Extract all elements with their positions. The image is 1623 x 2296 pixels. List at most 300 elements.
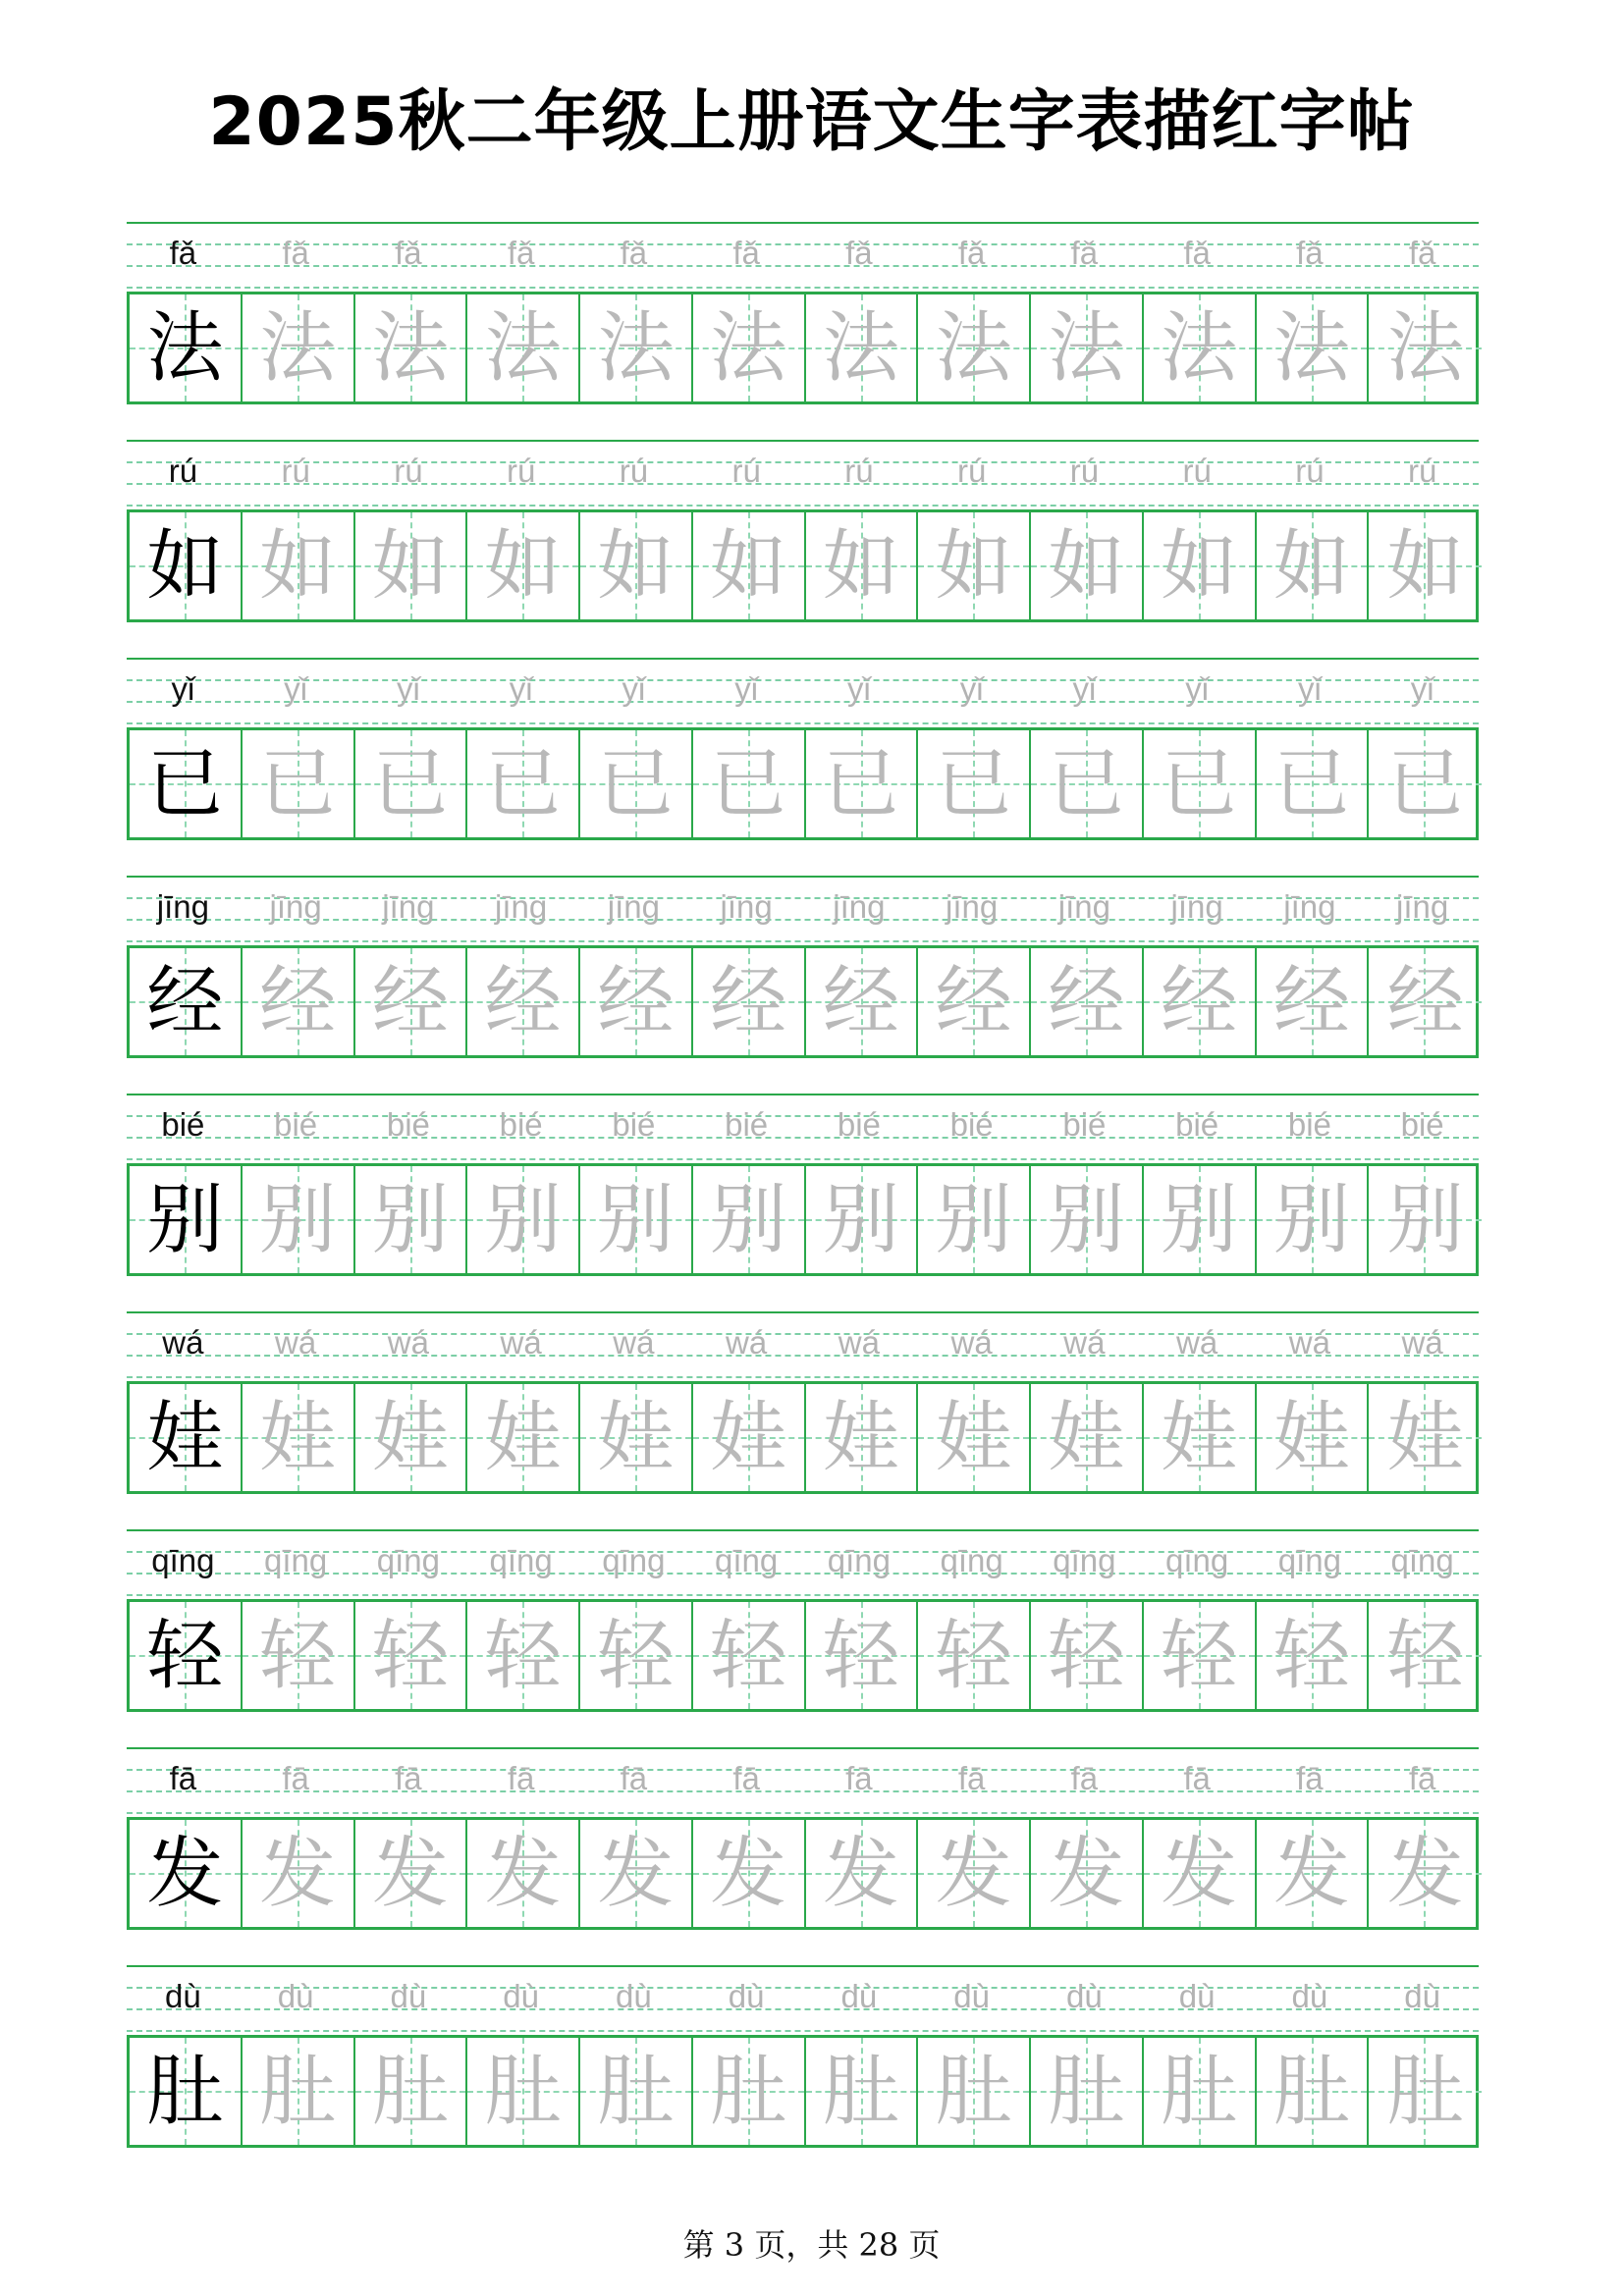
trace-cell[interactable] [355,1384,468,1491]
trace-cell[interactable] [243,730,355,837]
trace-character: 如 [484,521,562,611]
pinyin-trace: dù [1404,1978,1440,2014]
trace-cell[interactable] [467,730,580,837]
pinyin-trace: rú [281,453,310,489]
trace-cell[interactable] [467,1384,580,1491]
pinyin-trace: fǎ [395,235,422,271]
trace-character: 法 [822,303,899,393]
trace-cell[interactable] [1144,730,1257,837]
trace-cell[interactable] [918,294,1031,401]
trace-character: 经 [371,957,449,1046]
trace-character: 娃 [597,1393,675,1482]
trace-character: 别 [1161,1175,1238,1264]
trace-character: 法 [259,303,337,393]
trace-character: 肚 [935,2047,1012,2136]
trace-character: 别 [259,1175,337,1264]
trace-character: 如 [822,521,899,611]
trace-cell[interactable] [1257,2038,1370,2145]
pinyin-trace: jīng [382,888,435,925]
trace-cell[interactable] [1369,1820,1482,1927]
trace-character: 轻 [371,1611,449,1700]
trace-cell[interactable] [355,948,468,1055]
pinyin-trace: rú [1069,453,1100,489]
trace-cell[interactable] [355,730,468,837]
pinyin-band [127,876,1479,949]
tian-grid [127,1817,1479,1930]
pinyin-trace: fǎ [845,235,873,271]
pinyin-trace: rú [731,453,761,489]
trace-character: 轻 [710,1611,787,1700]
trace-character: 娃 [1272,1393,1350,1482]
model-character: 如 [146,521,224,611]
pinyin-trace: fǎ [1183,235,1211,271]
model-character: 娃 [146,1393,224,1482]
trace-cell[interactable] [806,730,919,837]
trace-cell[interactable] [1369,948,1482,1055]
pinyin-trace: bié [499,1106,543,1143]
trace-cell[interactable] [1257,294,1370,401]
trace-cell[interactable] [1369,512,1482,619]
pinyin-guide-line [127,287,1479,289]
practice-rows [127,222,1479,2183]
trace-cell[interactable] [1369,2038,1482,2145]
pinyin-trace: qīng [264,1542,328,1578]
trace-cell[interactable] [1144,1384,1257,1491]
pinyin-trace: fǎ [732,235,760,271]
trace-cell[interactable] [243,1820,355,1927]
trace-cell[interactable] [918,948,1031,1055]
pinyin-trace: qīng [827,1542,891,1578]
trace-character: 如 [1386,521,1464,611]
trace-character: 轻 [1272,1611,1350,1700]
trace-character: 别 [1272,1175,1350,1264]
trace-character: 肚 [822,2047,899,2136]
pinyin-trace: wá [950,1324,993,1361]
pinyin-trace: yǐ [734,670,759,707]
trace-character: 发 [935,1829,1012,1918]
trace-cell[interactable] [580,730,693,837]
trace-cell[interactable] [1144,512,1257,619]
trace-cell[interactable] [1031,294,1144,401]
trace-cell[interactable] [1369,1384,1482,1491]
trace-cell[interactable] [1031,1166,1144,1273]
trace-cell[interactable] [918,1166,1031,1273]
trace-cell[interactable] [580,948,693,1055]
pinyin-trace: wá [1176,1324,1218,1361]
pinyin-trace: yǐ [1072,670,1097,707]
pinyin-trace: fā [620,1760,648,1796]
pinyin-trace: yǐ [1297,670,1322,707]
pinyin-trace: bié [1175,1106,1219,1143]
trace-cell[interactable] [580,294,693,401]
pinyin-trace: fǎ [620,235,648,271]
trace-cell[interactable] [1031,1384,1144,1491]
pinyin-trace: rú [844,453,874,489]
pinyin-model: qīng [151,1542,215,1578]
pinyin-trace: fā [845,1760,873,1796]
pinyin-trace: dù [1291,1978,1328,2014]
pinyin-trace: yǐ [1185,670,1210,707]
trace-character: 发 [1272,1829,1350,1918]
pinyin-model: fā [169,1760,197,1796]
trace-cell[interactable] [1369,294,1482,401]
pinyin-trace: bié [386,1106,430,1143]
model-character: 法 [146,303,224,393]
trace-cell[interactable] [693,512,806,619]
pinyin-trace: qīng [1053,1542,1116,1578]
pinyin-band [127,1965,1479,2039]
trace-character: 经 [597,957,675,1046]
trace-cell[interactable] [580,1602,693,1709]
pinyin-trace: bié [725,1106,769,1143]
trace-character: 已 [1048,739,1125,828]
trace-cell[interactable] [1257,1384,1370,1491]
model-cell[interactable] [130,2038,243,2145]
trace-character: 别 [597,1175,675,1264]
trace-character: 已 [710,739,787,828]
trace-cell[interactable] [918,1602,1031,1709]
pinyin-trace: fā [395,1760,422,1796]
trace-cell[interactable] [1144,1602,1257,1709]
pinyin-trace: jīng [1283,888,1336,925]
trace-character: 轻 [1048,1611,1125,1700]
pinyin-band [127,440,1479,513]
trace-cell[interactable] [806,1166,919,1273]
model-character: 发 [146,1829,224,1918]
pinyin-trace: yǐ [846,670,871,707]
trace-character: 已 [935,739,1012,828]
practice-row [127,1529,1479,1747]
page-footer: 第 3 页，共 28 页 [682,2226,941,2264]
trace-character: 轻 [1161,1611,1238,1700]
trace-cell[interactable] [355,1602,468,1709]
pinyin-trace: wá [387,1324,429,1361]
tian-grid [127,1381,1479,1494]
trace-character: 肚 [371,2047,449,2136]
trace-character: 如 [259,521,337,611]
trace-cell[interactable] [243,512,355,619]
trace-cell[interactable] [806,1602,919,1709]
trace-cell[interactable] [693,948,806,1055]
trace-cell[interactable] [580,1384,693,1491]
pinyin-model: yǐ [171,670,195,707]
trace-cell[interactable] [580,1820,693,1927]
pinyin-trace: bié [1062,1106,1107,1143]
trace-cell[interactable] [467,1602,580,1709]
trace-cell[interactable] [918,512,1031,619]
trace-character: 如 [1048,521,1125,611]
trace-cell[interactable] [1144,2038,1257,2145]
trace-character: 经 [1386,957,1464,1046]
pinyin-trace: dù [728,1978,765,2014]
trace-character: 轻 [822,1611,899,1700]
trace-cell[interactable] [243,294,355,401]
pinyin-trace: qīng [376,1542,440,1578]
model-cell[interactable] [130,294,243,401]
trace-cell[interactable] [693,1602,806,1709]
trace-cell[interactable] [693,1384,806,1491]
trace-cell[interactable] [355,294,468,401]
pinyin-trace: jīng [946,888,999,925]
trace-character: 娃 [371,1393,449,1482]
trace-character: 经 [935,957,1012,1046]
trace-character: 肚 [597,2047,675,2136]
pinyin-trace: qīng [715,1542,779,1578]
pinyin-trace: fā [1408,1760,1436,1796]
pinyin-trace: dù [953,1978,990,2014]
trace-character: 娃 [935,1393,1012,1482]
trace-cell[interactable] [355,2038,468,2145]
trace-character: 法 [1048,303,1125,393]
pinyin-trace: yǐ [396,670,420,707]
practice-row [127,222,1479,440]
trace-cell[interactable] [806,2038,919,2145]
trace-character: 已 [484,739,562,828]
pinyin-trace: rú [506,453,536,489]
model-cell[interactable] [130,1384,243,1491]
trace-cell[interactable] [806,512,919,619]
trace-cell[interactable] [1257,1166,1370,1273]
pinyin-trace: rú [956,453,987,489]
tian-grid [127,727,1479,840]
trace-cell[interactable] [243,948,355,1055]
trace-cell[interactable] [693,730,806,837]
model-cell[interactable] [130,1602,243,1709]
trace-character: 肚 [259,2047,337,2136]
pinyin-trace: yǐ [622,670,646,707]
pinyin-trace: rú [1407,453,1437,489]
trace-character: 肚 [1048,2047,1125,2136]
pinyin-model: dù [165,1978,201,2014]
pinyin-trace: wá [838,1324,880,1361]
trace-cell[interactable] [243,1384,355,1491]
trace-cell[interactable] [1031,2038,1144,2145]
trace-cell[interactable] [693,1820,806,1927]
pinyin-model: bié [161,1106,205,1143]
trace-character: 别 [371,1175,449,1264]
pinyin-band [127,222,1479,295]
model-character: 经 [146,957,224,1046]
pinyin-guide-line [127,2030,1479,2032]
pinyin-trace: dù [616,1978,652,2014]
pinyin-trace: qīng [489,1542,553,1578]
trace-cell[interactable] [580,512,693,619]
trace-character: 已 [822,739,899,828]
pinyin-trace: wá [613,1324,655,1361]
trace-cell[interactable] [1257,512,1370,619]
pinyin-trace: dù [1066,1978,1103,2014]
model-cell[interactable] [130,730,243,837]
trace-character: 发 [1048,1829,1125,1918]
pinyin-band [127,1311,1479,1385]
trace-cell[interactable] [355,512,468,619]
trace-character: 发 [259,1829,337,1918]
trace-cell[interactable] [467,1166,580,1273]
trace-cell[interactable] [693,2038,806,2145]
trace-cell[interactable] [918,1384,1031,1491]
trace-cell[interactable] [693,1166,806,1273]
pinyin-trace: rú [619,453,649,489]
trace-character: 轻 [259,1611,337,1700]
pinyin-trace: fā [732,1760,760,1796]
trace-cell[interactable] [806,294,919,401]
pinyin-trace: wá [500,1324,542,1361]
trace-character: 已 [1386,739,1464,828]
pinyin-trace: rú [394,453,423,489]
trace-cell[interactable] [1144,948,1257,1055]
page-title: 2025秋二年级上册语文生字表描红字帖 [208,83,1415,161]
pinyin-trace: fā [1070,1760,1099,1796]
trace-character: 法 [484,303,562,393]
trace-character: 经 [822,957,899,1046]
trace-cell[interactable] [355,1166,468,1273]
trace-cell[interactable] [806,948,919,1055]
trace-cell[interactable] [467,1820,580,1927]
pinyin-band [127,1094,1479,1167]
trace-character: 已 [259,739,337,828]
trace-cell[interactable] [693,294,806,401]
trace-character: 法 [597,303,675,393]
tian-grid [127,2035,1479,2148]
trace-cell[interactable] [580,1166,693,1273]
tian-grid [127,945,1479,1058]
trace-cell[interactable] [1257,948,1370,1055]
trace-character: 法 [710,303,787,393]
trace-character: 娃 [1161,1393,1238,1482]
trace-character: 经 [259,957,337,1046]
trace-cell[interactable] [580,2038,693,2145]
pinyin-guide-line [127,1594,1479,1596]
trace-cell[interactable] [1031,730,1144,837]
trace-character: 法 [1161,303,1238,393]
trace-cell[interactable] [1144,294,1257,401]
trace-cell[interactable] [243,1166,355,1273]
pinyin-trace: dù [1178,1978,1216,2014]
trace-cell[interactable] [243,2038,355,2145]
pinyin-trace: jīng [607,888,660,925]
pinyin-trace: jīng [720,888,773,925]
pinyin-trace: bié [274,1106,318,1143]
trace-character: 轻 [935,1611,1012,1700]
pinyin-trace: jīng [1170,888,1223,925]
practice-row [127,876,1479,1094]
trace-cell[interactable] [1031,1820,1144,1927]
trace-character: 肚 [1161,2047,1238,2136]
model-cell[interactable] [130,1166,243,1273]
trace-character: 娃 [1048,1393,1125,1482]
pinyin-trace: wá [1401,1324,1443,1361]
trace-character: 娃 [822,1393,899,1482]
trace-cell[interactable] [1369,1166,1482,1273]
trace-cell[interactable] [467,512,580,619]
trace-cell[interactable] [806,1820,919,1927]
trace-cell[interactable] [1031,1602,1144,1709]
pinyin-trace: fā [957,1760,986,1796]
trace-cell[interactable] [1031,948,1144,1055]
trace-character: 发 [371,1829,449,1918]
trace-cell[interactable] [1257,1820,1370,1927]
trace-character: 别 [484,1175,562,1264]
model-cell[interactable] [130,1820,243,1927]
pinyin-trace: qīng [1165,1542,1229,1578]
trace-character: 经 [1272,957,1350,1046]
pinyin-trace: bié [949,1106,994,1143]
pinyin-trace: wá [1288,1324,1330,1361]
trace-cell[interactable] [467,2038,580,2145]
trace-character: 发 [484,1829,562,1918]
practice-row [127,440,1479,658]
pinyin-trace: fā [1296,1760,1324,1796]
trace-character: 轻 [1386,1611,1464,1700]
pinyin-guide-line [127,722,1479,724]
pinyin-trace: yǐ [1410,670,1434,707]
pinyin-guide-line [127,1812,1479,1814]
tian-grid [127,509,1479,622]
trace-cell[interactable] [1369,730,1482,837]
trace-cell[interactable] [918,2038,1031,2145]
pinyin-trace: jīng [495,888,548,925]
trace-cell[interactable] [1369,1602,1482,1709]
trace-cell[interactable] [467,294,580,401]
trace-cell[interactable] [1257,1602,1370,1709]
trace-cell[interactable] [918,730,1031,837]
practice-row [127,658,1479,876]
trace-character: 经 [484,957,562,1046]
trace-character: 法 [1272,303,1350,393]
model-cell[interactable] [130,512,243,619]
pinyin-guide-line [127,940,1479,942]
trace-character: 肚 [1272,2047,1350,2136]
trace-character: 已 [1272,739,1350,828]
practice-row [127,1747,1479,1965]
trace-cell[interactable] [806,1384,919,1491]
trace-cell[interactable] [1257,730,1370,837]
trace-character: 经 [1048,957,1125,1046]
trace-cell[interactable] [1144,1166,1257,1273]
trace-cell[interactable] [1144,1820,1257,1927]
trace-character: 发 [1386,1829,1464,1918]
trace-character: 别 [935,1175,1012,1264]
pinyin-trace: bié [612,1106,656,1143]
trace-character: 别 [1386,1175,1464,1264]
pinyin-trace: yǐ [959,670,984,707]
pinyin-trace: bié [1287,1106,1331,1143]
pinyin-model: wá [162,1324,204,1361]
practice-row [127,1094,1479,1311]
trace-cell[interactable] [355,1820,468,1927]
trace-character: 轻 [484,1611,562,1700]
trace-cell[interactable] [467,948,580,1055]
pinyin-trace: dù [277,1978,314,2014]
tian-grid [127,292,1479,404]
pinyin-trace: fǎ [1408,235,1436,271]
trace-cell[interactable] [1031,512,1144,619]
pinyin-trace: fǎ [507,235,535,271]
pinyin-band [127,1747,1479,1821]
trace-character: 经 [1161,957,1238,1046]
pinyin-guide-line [127,505,1479,507]
pinyin-trace: wá [726,1324,768,1361]
pinyin-trace: jīng [1396,888,1449,925]
pinyin-trace: qīng [1390,1542,1454,1578]
trace-cell[interactable] [918,1820,1031,1927]
trace-cell[interactable] [243,1602,355,1709]
model-cell[interactable] [130,948,243,1055]
pinyin-trace: fā [282,1760,309,1796]
pinyin-trace: jīng [269,888,322,925]
pinyin-trace: rú [1295,453,1325,489]
trace-character: 如 [935,521,1012,611]
